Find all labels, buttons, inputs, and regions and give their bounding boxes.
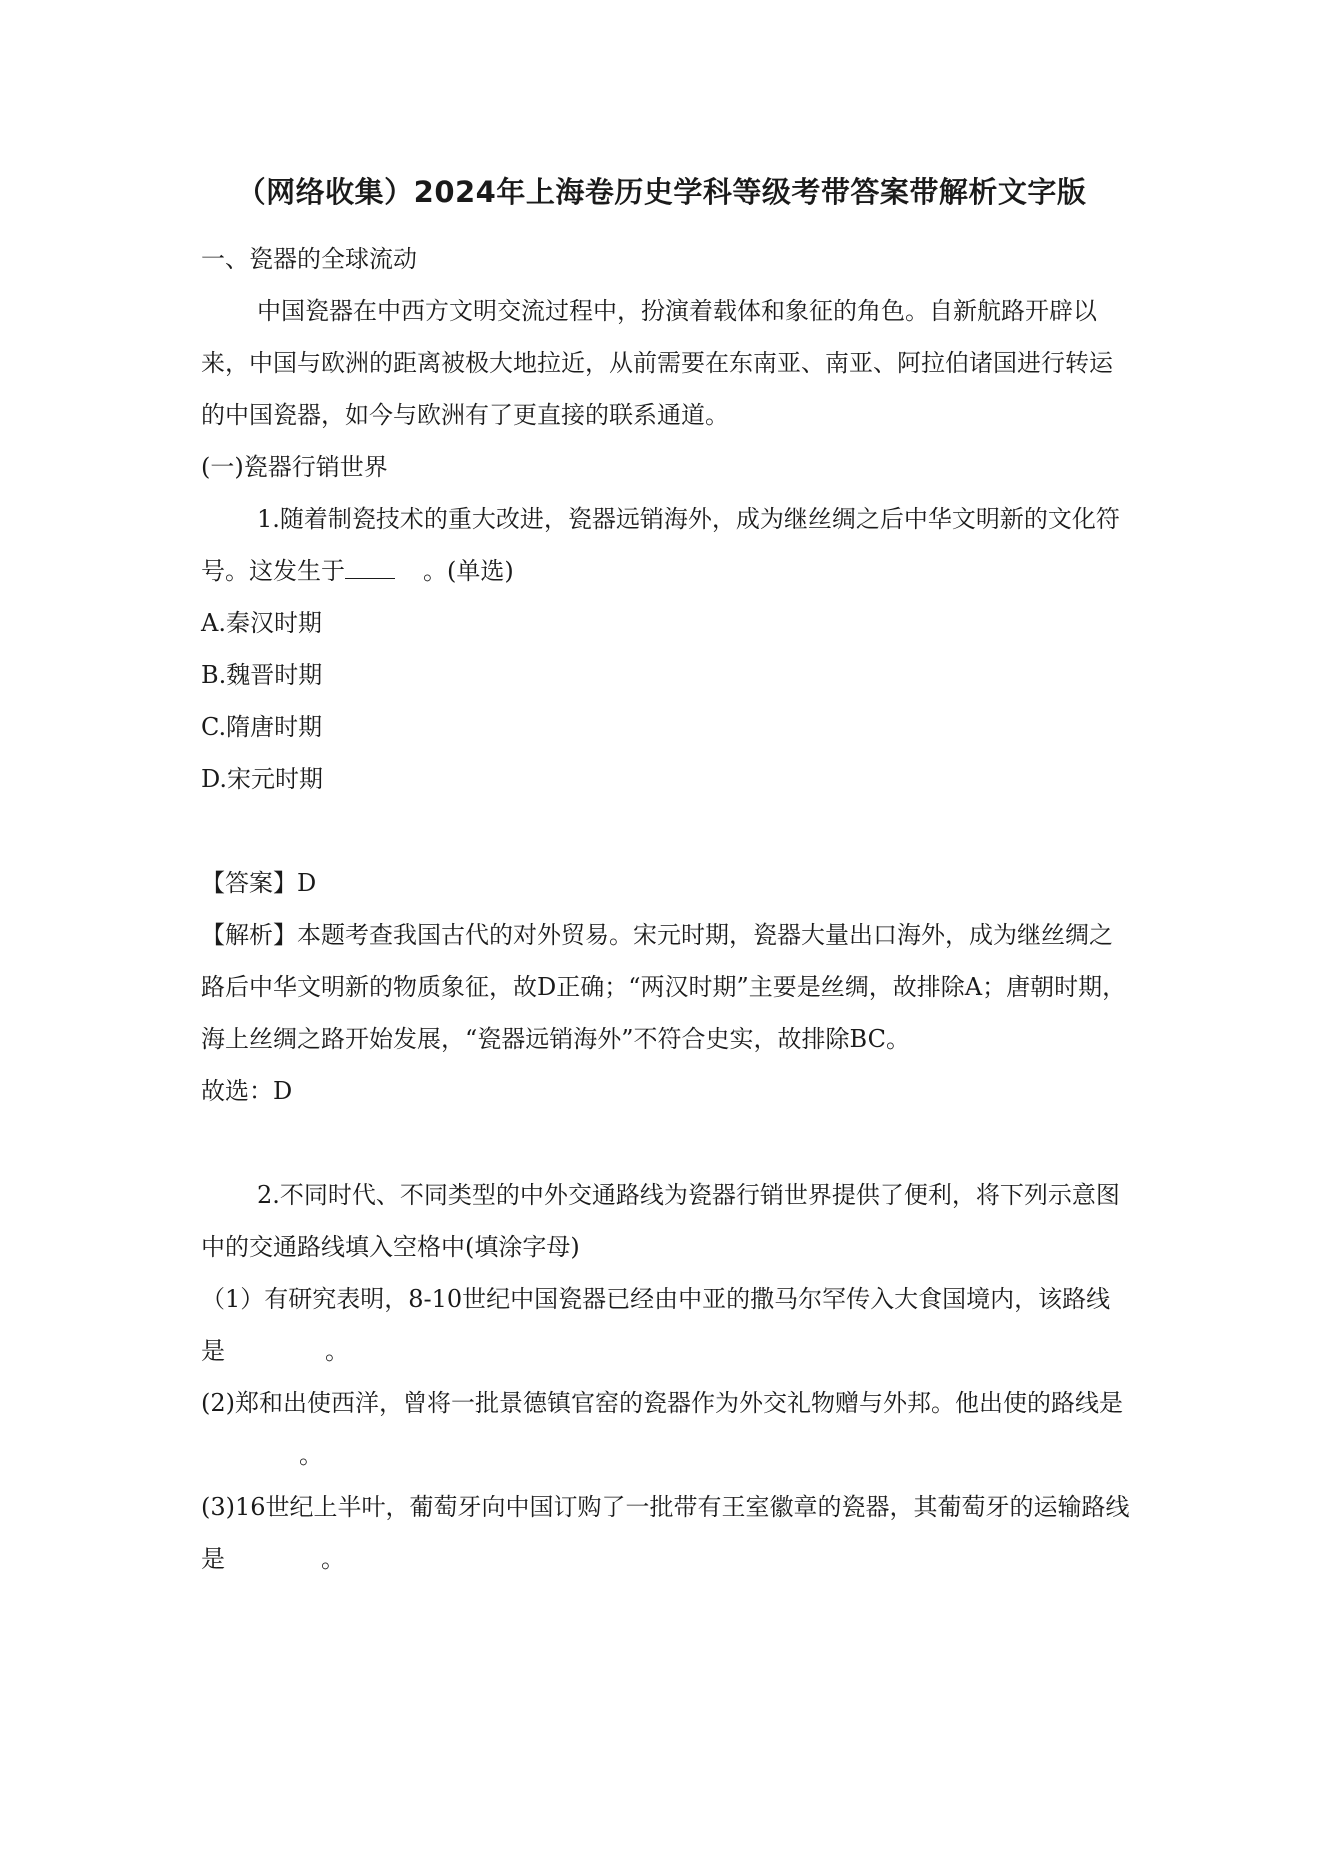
question-2-sub-3: [201, 1481, 1131, 1585]
question-2-sub-1: [201, 1273, 1131, 1377]
question-2-stem: 2.不同时代、不同类型的中外交通路线为瓷器行销世界提供了便利，将下列示意图中的交通路线填入空格中(填涂字母): [201, 1181, 1120, 1261]
question-2-sub-2-text: (2)郑和出使西洋，曾将一批景德镇官窑的瓷器作为外交礼物赠与外邦。他出使的路线是: [201, 1389, 1123, 1417]
question-2-sub-2-suffix: 。: [299, 1441, 323, 1469]
question-1-stem: [201, 493, 1131, 597]
question-2-sub-3-text: (3)16世纪上半叶，葡萄牙向中国订购了一批带有王室徽章的瓷器，其葡萄牙的运输路线是: [201, 1493, 1130, 1573]
option-c: C.隋唐时期: [201, 713, 323, 741]
question-1-stem-text: 1.随着制瓷技术的重大改进，瓷器远销海外，成为继丝绸之后中华文明新的文化符号。这发生于: [201, 505, 1120, 585]
document-body: [201, 233, 1131, 1585]
spacer: [201, 805, 1131, 857]
question-2-sub-1-suffix: 。: [325, 1337, 349, 1365]
intro-paragraph: 中国瓷器在中西方文明交流过程中，扮演着载体和象征的角色。自新航路开辟以来，中国与欧洲的距离被极大地拉近，从前需要在东南亚、南亚、阿拉伯诸国进行转运的中国瓷器，如今与欧洲有了更直接的联系通道。: [201, 297, 1113, 429]
subsection-heading: (一)瓷器行销世界: [201, 453, 388, 481]
option-a: A.秦汉时期: [201, 609, 322, 637]
question-2-sub-2: [201, 1377, 1131, 1481]
option-d: D.宋元时期: [201, 765, 324, 793]
analysis-paragraph: 【解析】本题考查我国古代的对外贸易。宋元时期，瓷器大量出口海外，成为继丝绸之路后中华文明新的物质象征，故D正确；“两汉时期”主要是丝绸，故排除A；唐朝时期，海上丝绸之路开始发展，“瓷器远销海外”不符合史实，故排除BC。: [201, 921, 1127, 1053]
document-title: （网络收集）2024年上海卷历史学科等级考带答案带解析文字版: [236, 175, 1087, 209]
answer-line: 【答案】D: [201, 869, 317, 897]
section-heading: 一、瓷器的全球流动: [201, 245, 417, 273]
question-2-sub-1-text: （1）有研究表明，8-10世纪中国瓷器已经由中亚的撒马尔罕传入大食国境内，该路线是: [201, 1285, 1111, 1365]
question-1-stem-suffix: 。(单选): [423, 557, 514, 585]
final-choice: 故选：D: [201, 1077, 293, 1105]
option-b: B.魏晋时期: [201, 661, 323, 689]
spacer: [201, 1117, 1131, 1169]
question-2-sub-3-suffix: 。: [321, 1545, 345, 1573]
answer-blank: [345, 556, 395, 579]
